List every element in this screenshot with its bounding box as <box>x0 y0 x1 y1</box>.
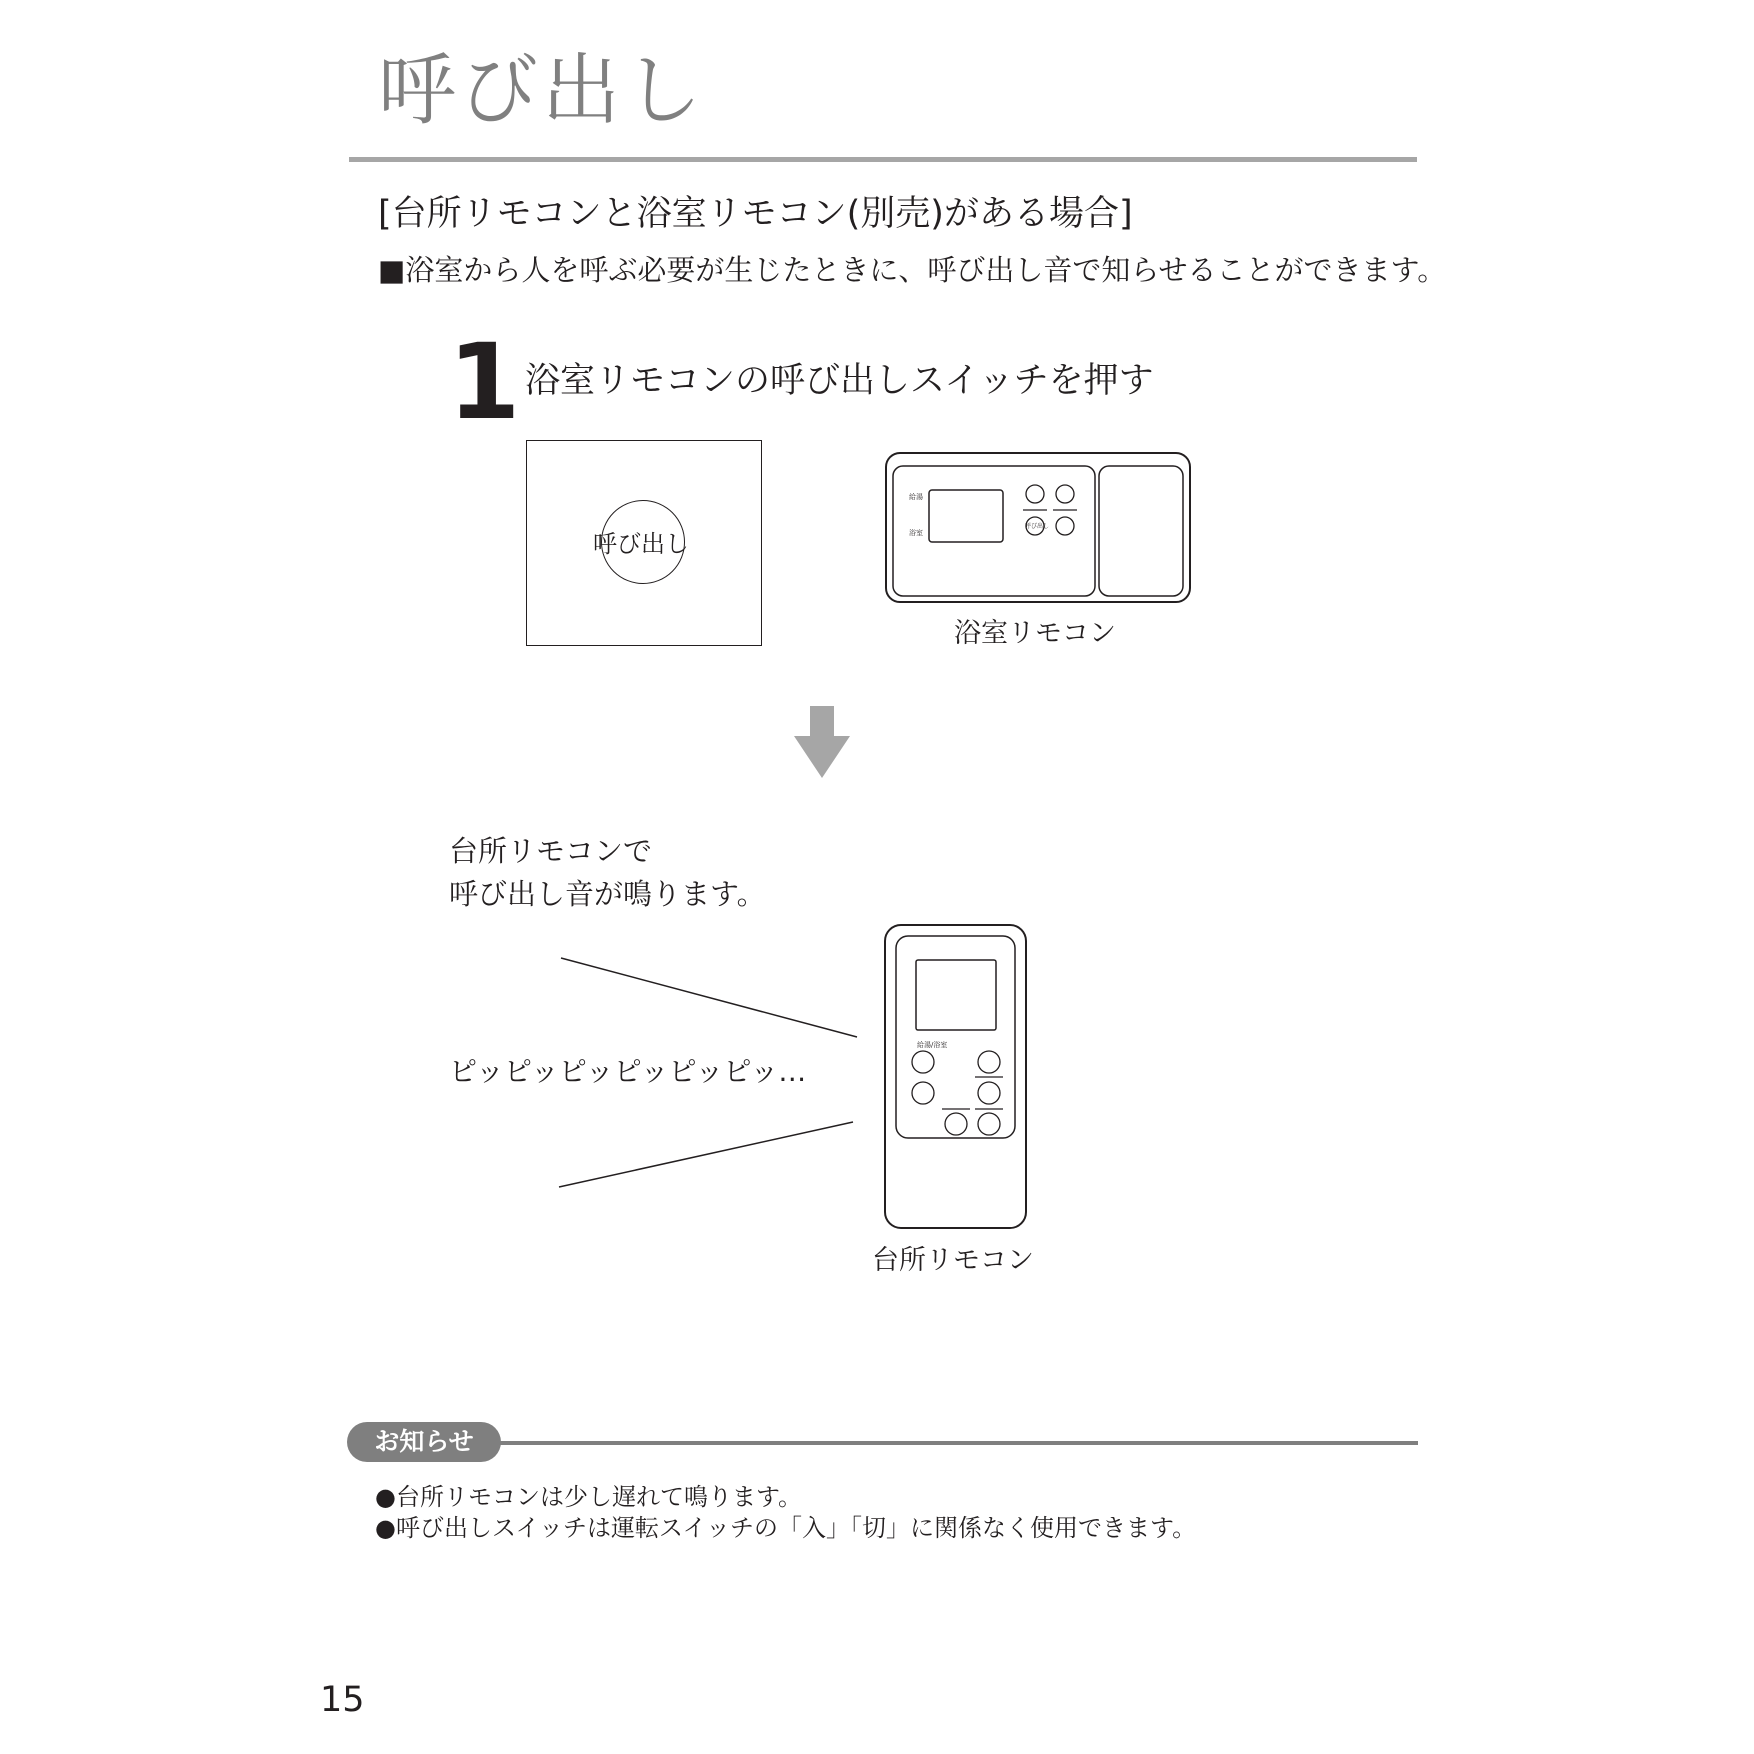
page-title: 呼び出し <box>378 46 707 136</box>
bath-remote-button <box>1056 517 1074 535</box>
kitchen-remote-illustration <box>884 924 1028 1230</box>
kitchen-remote-panel <box>896 936 1015 1138</box>
notice-badge: お知らせ <box>347 1422 501 1462</box>
kitchen-remote-body <box>885 925 1026 1228</box>
bath-remote-label-bottom: 浴室 <box>909 529 923 537</box>
call-switch-label: 呼び出し <box>593 530 689 558</box>
kitchen-remote-display <box>916 960 996 1030</box>
step-number: 1 <box>448 321 521 443</box>
kitchen-remote-button <box>978 1051 1000 1073</box>
beep-text: ピッピッピッピッピッピッ… <box>449 1055 807 1088</box>
kitchen-remote-button <box>912 1082 934 1104</box>
notice-item: ● 台所リモコンは少し遅れて鳴ります。 <box>375 1482 1196 1513</box>
bath-remote-display <box>929 490 1003 542</box>
notice-rule <box>494 1441 1418 1445</box>
bath-remote-button <box>1056 485 1074 503</box>
bath-remote-call-label: 呼び出し <box>1025 523 1050 530</box>
bath-remote-illustration <box>885 452 1191 604</box>
call-switch-closeup <box>526 440 762 646</box>
title-rule <box>349 157 1417 162</box>
intro-text: ■浴室から人を呼ぶ必要が生じたときに、呼び出し音で知らせることができます。 <box>378 253 1447 287</box>
kitchen-remote-button <box>978 1082 1000 1104</box>
kitchen-remote-button <box>945 1113 967 1135</box>
kitchen-message-line2: 呼び出し音が鳴ります。 <box>449 877 766 911</box>
kitchen-remote-caption: 台所リモコン <box>872 1245 1034 1276</box>
bath-remote-label-top: 給湯 <box>909 493 923 501</box>
kitchen-message-line1: 台所リモコンで <box>449 834 653 868</box>
bath-remote-caption: 浴室リモコン <box>954 618 1116 649</box>
kitchen-remote-button <box>912 1051 934 1073</box>
notice-item: ● 呼び出しスイッチは運転スイッチの「入」「切」に関係なく使用できます。 <box>375 1513 1196 1544</box>
down-arrow-icon <box>794 706 850 778</box>
bath-remote-cover <box>1099 466 1183 596</box>
kitchen-remote-label: 給湯/浴室 <box>917 1041 948 1049</box>
bath-remote-button <box>1026 485 1044 503</box>
notice-list <box>375 1482 1196 1544</box>
kitchen-remote-button <box>978 1113 1000 1135</box>
step-instruction: 浴室リモコンの呼び出しスイッチを押す <box>525 361 1154 401</box>
page-number: 15 <box>320 1680 365 1720</box>
section-heading: [台所リモコンと浴室リモコン(別売)がある場合] <box>378 194 1133 234</box>
